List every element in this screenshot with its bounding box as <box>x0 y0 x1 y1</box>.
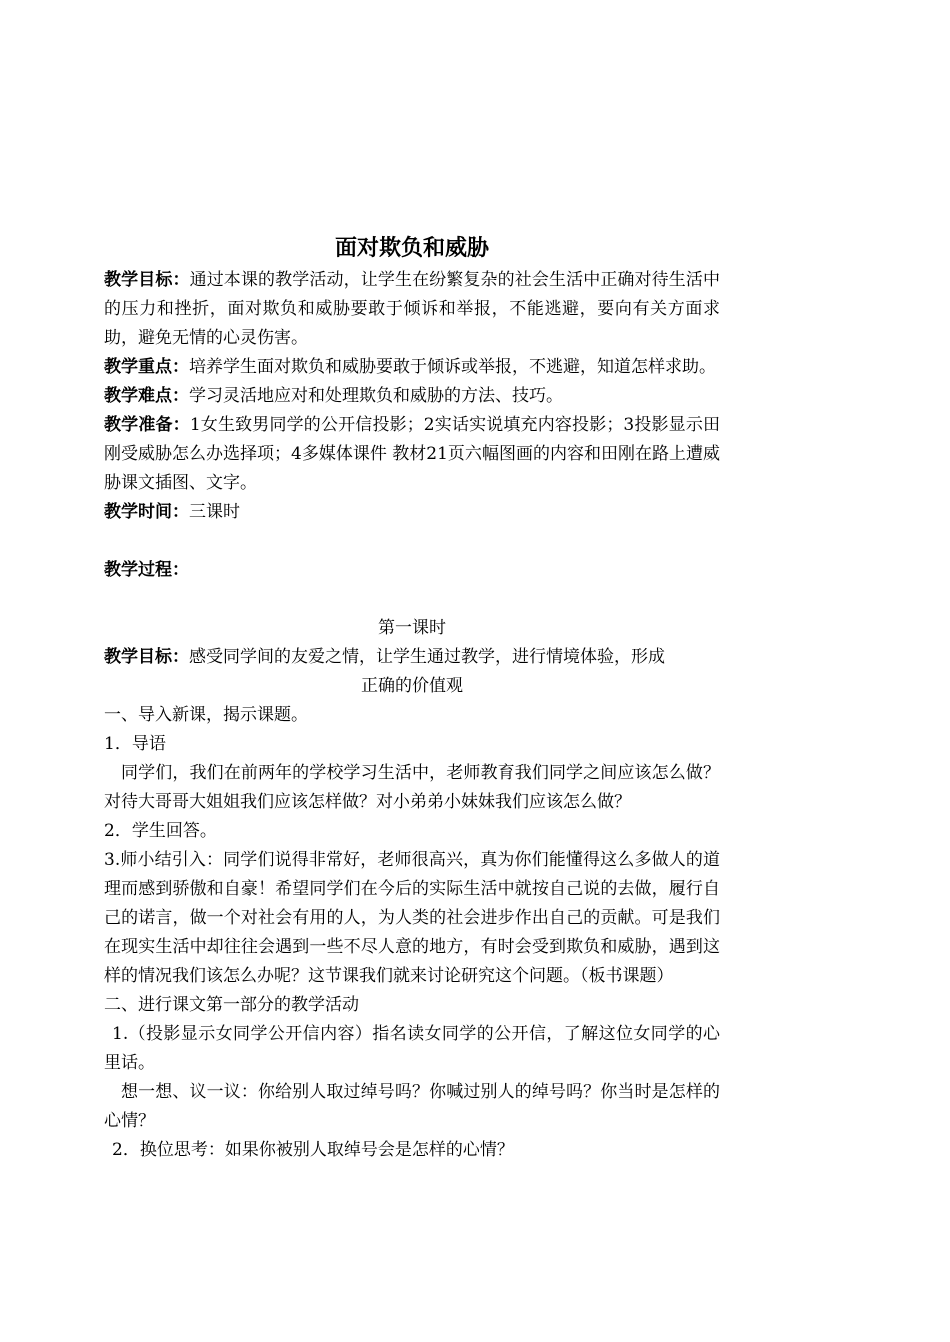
page-title: 面对欺负和威胁 <box>334 236 489 261</box>
item-3: 3.师小结引入：同学们说得非常好，老师很高兴，真为你们能懂得这么多做人的道理而感到骄傲和自豪！希望同学们在今后的实际生活中就按自己说的去做，履行自己的诺言，做一个对社会有用的人，为人类的社会进步作出自己的贡献。可是我们在现实生活中却往往会遇到一些不尽人意的地方，有时会受到欺负和威胁，遇到这样的情况我们该怎么办呢？这节课我们就来讨论研究这个问题。（板书课题） <box>104 850 720 986</box>
spacer <box>104 527 720 556</box>
teaching-process <box>104 556 720 585</box>
preparation-text: 1女生致男同学的公开信投影；2实话实说填充内容投影；3投影显示田刚受威胁怎么办选择项；4多媒体课件 教材21页六幅图画的内容和田刚在路上遭威胁课文插图、文字。 <box>104 415 721 493</box>
teaching-focus <box>104 353 720 382</box>
teaching-time <box>104 498 720 527</box>
process-label: 教学过程： <box>104 560 189 580</box>
step-1: 1.（投影显示女同学公开信内容）指名读女同学的公开信，了解这位女同学的心里话。 <box>104 1024 720 1073</box>
lesson1-goal <box>104 643 720 672</box>
step-2: 2．换位思考：如果你被别人取绰号会是怎样的心情？ <box>112 1140 514 1160</box>
lesson1-goal-text-line1: 感受同学间的友爱之情，让学生通过教学，进行情境体验，形成 <box>189 647 665 667</box>
time-label: 教学时间： <box>104 502 189 522</box>
focus-text: 培养学生面对欺负和威胁要敢于倾诉或举报，不逃避，知道怎样求助。 <box>189 357 716 377</box>
goals-label: 教学目标： <box>104 270 190 290</box>
focus-label: 教学重点： <box>104 357 189 377</box>
lesson1-goal-label: 教学目标： <box>104 647 189 667</box>
item-1-text: 同学们，我们在前两年的学校学习生活中，老师教育我们同学之间应该怎么做？对待大哥哥大姐姐我们应该怎样做？对小弟弟小妹妹我们应该怎么做？ <box>104 763 720 812</box>
item-1: 1．导语 <box>104 734 166 754</box>
preparation-label: 教学准备： <box>104 415 190 435</box>
lesson1-goal-line2: 正确的价值观 <box>361 676 463 696</box>
teaching-goals <box>104 266 720 353</box>
time-text: 三课时 <box>189 502 240 522</box>
document-page <box>104 232 720 1165</box>
teaching-difficulty <box>104 382 720 411</box>
section-1-heading: 一、导入新课，揭示课题。 <box>104 705 308 725</box>
difficulty-label: 教学难点： <box>104 386 189 406</box>
item-2: 2．学生回答。 <box>104 821 217 841</box>
teaching-preparation <box>104 411 720 498</box>
lesson1-heading: 第一课时 <box>378 618 446 638</box>
difficulty-text: 学习灵活地应对和处理欺负和威胁的方法、技巧。 <box>189 386 563 406</box>
goals-text: 通过本课的教学活动，让学生在纷繁复杂的社会生活中正确对待生活中的压力和挫折，面对欺负和威胁要敢于倾诉和举报，不能逃避，要向有关方面求助，避免无情的心灵伤害。 <box>104 270 721 348</box>
section-2-heading: 二、进行课文第一部分的教学活动 <box>104 995 359 1015</box>
spacer <box>104 585 720 614</box>
step-1-sub: 想一想、议一议：你给别人取过绰号吗？你喊过别人的绰号吗？你当时是怎样的心情？ <box>104 1082 720 1131</box>
